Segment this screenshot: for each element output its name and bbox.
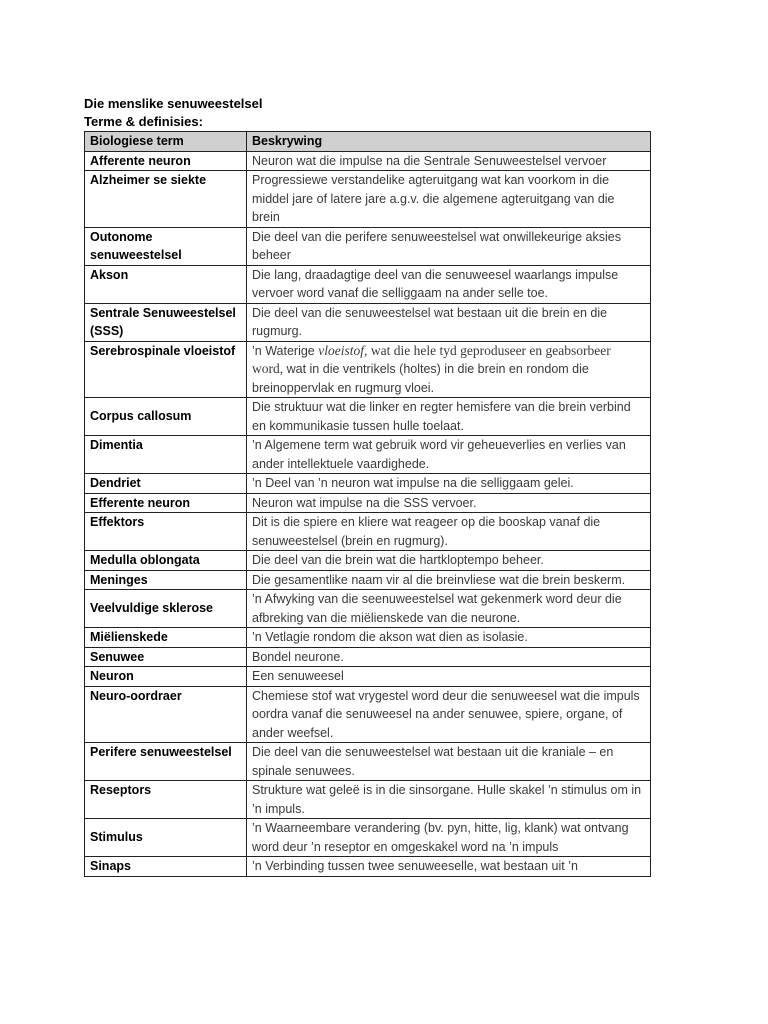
- description-cell: Dit is die spiere en kliere wat reageer op die booskap vanaf die senuweestelsel (brein en rugmurg).: [247, 513, 651, 551]
- table-header-row: [85, 132, 651, 152]
- term-cell: Sinaps: [85, 857, 247, 877]
- table-row: [85, 493, 651, 513]
- description-cell: ’n Waarneembare verandering (bv. pyn, hitte, lig, klank) wat ontvang word deur ’n reseptor en omgeskakel word na ’n impuls: [247, 819, 651, 857]
- table-row: [85, 151, 651, 171]
- description-part: wat in die ventrikels (holtes) in die brein en rondom die breinoppervlak en rugmurg vloei.: [252, 362, 589, 395]
- table-row: [85, 513, 651, 551]
- table-row: [85, 628, 651, 648]
- description-cell: Neuron wat die impulse na die Sentrale Senuweestelsel vervoer: [247, 151, 651, 171]
- term-cell: Serebrospinale vloeistof: [85, 341, 247, 398]
- description-part: ’n Waterige: [252, 343, 315, 358]
- table-row: [85, 551, 651, 571]
- table-row: [85, 686, 651, 743]
- table-row: [85, 341, 651, 398]
- term-cell: Corpus callosum: [85, 398, 247, 436]
- description-cell: Strukture wat geleë is in die sinsorgane. Hulle skakel ’n stimulus om in ’n impuls.: [247, 781, 651, 819]
- description-cell: Bondel neurone.: [247, 647, 651, 667]
- description-cell: [247, 341, 651, 398]
- table-row: [85, 781, 651, 819]
- term-cell: Outonome senuweestelsel: [85, 227, 247, 265]
- table-row: [85, 227, 651, 265]
- term-cell: Perifere senuweestelsel: [85, 743, 247, 781]
- term-cell: Efferente neuron: [85, 493, 247, 513]
- term-cell: Stimulus: [85, 819, 247, 857]
- description-cell: ’n Afwyking van die seenuweestelsel wat gekenmerk word deur die afbreking van die miëlienskede van die neurone.: [247, 590, 651, 628]
- table-row: [85, 667, 651, 687]
- description-cell: ’n Deel van ’n neuron wat impulse na die selliggaam gelei.: [247, 474, 651, 494]
- table-row: [85, 474, 651, 494]
- document-subtitle: Terme & definisies:: [84, 114, 203, 129]
- term-cell: Senuwee: [85, 647, 247, 667]
- table-row: [85, 857, 651, 877]
- term-cell: Effektors: [85, 513, 247, 551]
- term-cell: Veelvuldige sklerose: [85, 590, 247, 628]
- table-row: [85, 570, 651, 590]
- term-cell: Medulla oblongata: [85, 551, 247, 571]
- table-row: [85, 265, 651, 303]
- description-cell: Neuron wat impulse na die SSS vervoer.: [247, 493, 651, 513]
- table-row: [85, 819, 651, 857]
- document-title: Die menslike senuweestelsel: [84, 96, 263, 111]
- description-italic-part: vloeistof,: [318, 342, 368, 358]
- description-cell: Die deel van die senuweestelsel wat bestaan uit die kraniale – en spinale senuwees.: [247, 743, 651, 781]
- table-row: [85, 743, 651, 781]
- description-cell: Een senuweesel: [247, 667, 651, 687]
- document-page: [84, 95, 650, 877]
- term-cell: Dendriet: [85, 474, 247, 494]
- header-term: Biologiese term: [85, 132, 247, 152]
- table-row: [85, 398, 651, 436]
- description-cell: Die deel van die brein wat die hartkloptempo beheer.: [247, 551, 651, 571]
- description-cell: Chemiese stof wat vrygestel word deur die senuweesel wat die impuls oordra vanaf die senuweesel na ander senuwee, spiere, organe, of ander weefsel.: [247, 686, 651, 743]
- description-serif-part: wat die hele tyd geproduseer en geabsorbeer word,: [252, 342, 611, 376]
- description-cell: Die deel van die senuweestelsel wat bestaan uit die brein en die rugmurg.: [247, 303, 651, 341]
- term-cell: Akson: [85, 265, 247, 303]
- description-cell: Die gesamentlike naam vir al die breinvliese wat die brein beskerm.: [247, 570, 651, 590]
- description-cell: Progressiewe verstandelike agteruitgang wat kan voorkom in die middel jare of latere jare a.g.v. die algemene agteruitgang van die brein: [247, 171, 651, 228]
- table-row: [85, 303, 651, 341]
- header-description: Beskrywing: [247, 132, 651, 152]
- terms-table: [84, 131, 651, 877]
- table-row: [85, 171, 651, 228]
- description-cell: ’n Verbinding tussen twee senuweeselle, wat bestaan uit ’n: [247, 857, 651, 877]
- description-cell: ’n Vetlagie rondom die akson wat dien as isolasie.: [247, 628, 651, 648]
- term-cell: Meninges: [85, 570, 247, 590]
- term-cell: Dimentia: [85, 436, 247, 474]
- term-cell: Reseptors: [85, 781, 247, 819]
- table-row: [85, 590, 651, 628]
- description-cell: Die struktuur wat die linker en regter hemisfere van die brein verbind en kommunikasie tussen hulle toelaat.: [247, 398, 651, 436]
- description-cell: ’n Algemene term wat gebruik word vir geheueverlies en verlies van ander intellektuele vaardighede.: [247, 436, 651, 474]
- term-cell: Alzheimer se siekte: [85, 171, 247, 228]
- term-cell: Neuro-oordraer: [85, 686, 247, 743]
- term-cell: Afferente neuron: [85, 151, 247, 171]
- description-cell: Die lang, draadagtige deel van die senuweesel waarlangs impulse vervoer word vanaf die selliggaam na ander selle toe.: [247, 265, 651, 303]
- table-row: [85, 647, 651, 667]
- term-cell: Miëlienskede: [85, 628, 247, 648]
- term-cell: Sentrale Senuweestelsel (SSS): [85, 303, 247, 341]
- description-cell: Die deel van die perifere senuweestelsel wat onwillekeurige aksies beheer: [247, 227, 651, 265]
- table-row: [85, 436, 651, 474]
- term-cell: Neuron: [85, 667, 247, 687]
